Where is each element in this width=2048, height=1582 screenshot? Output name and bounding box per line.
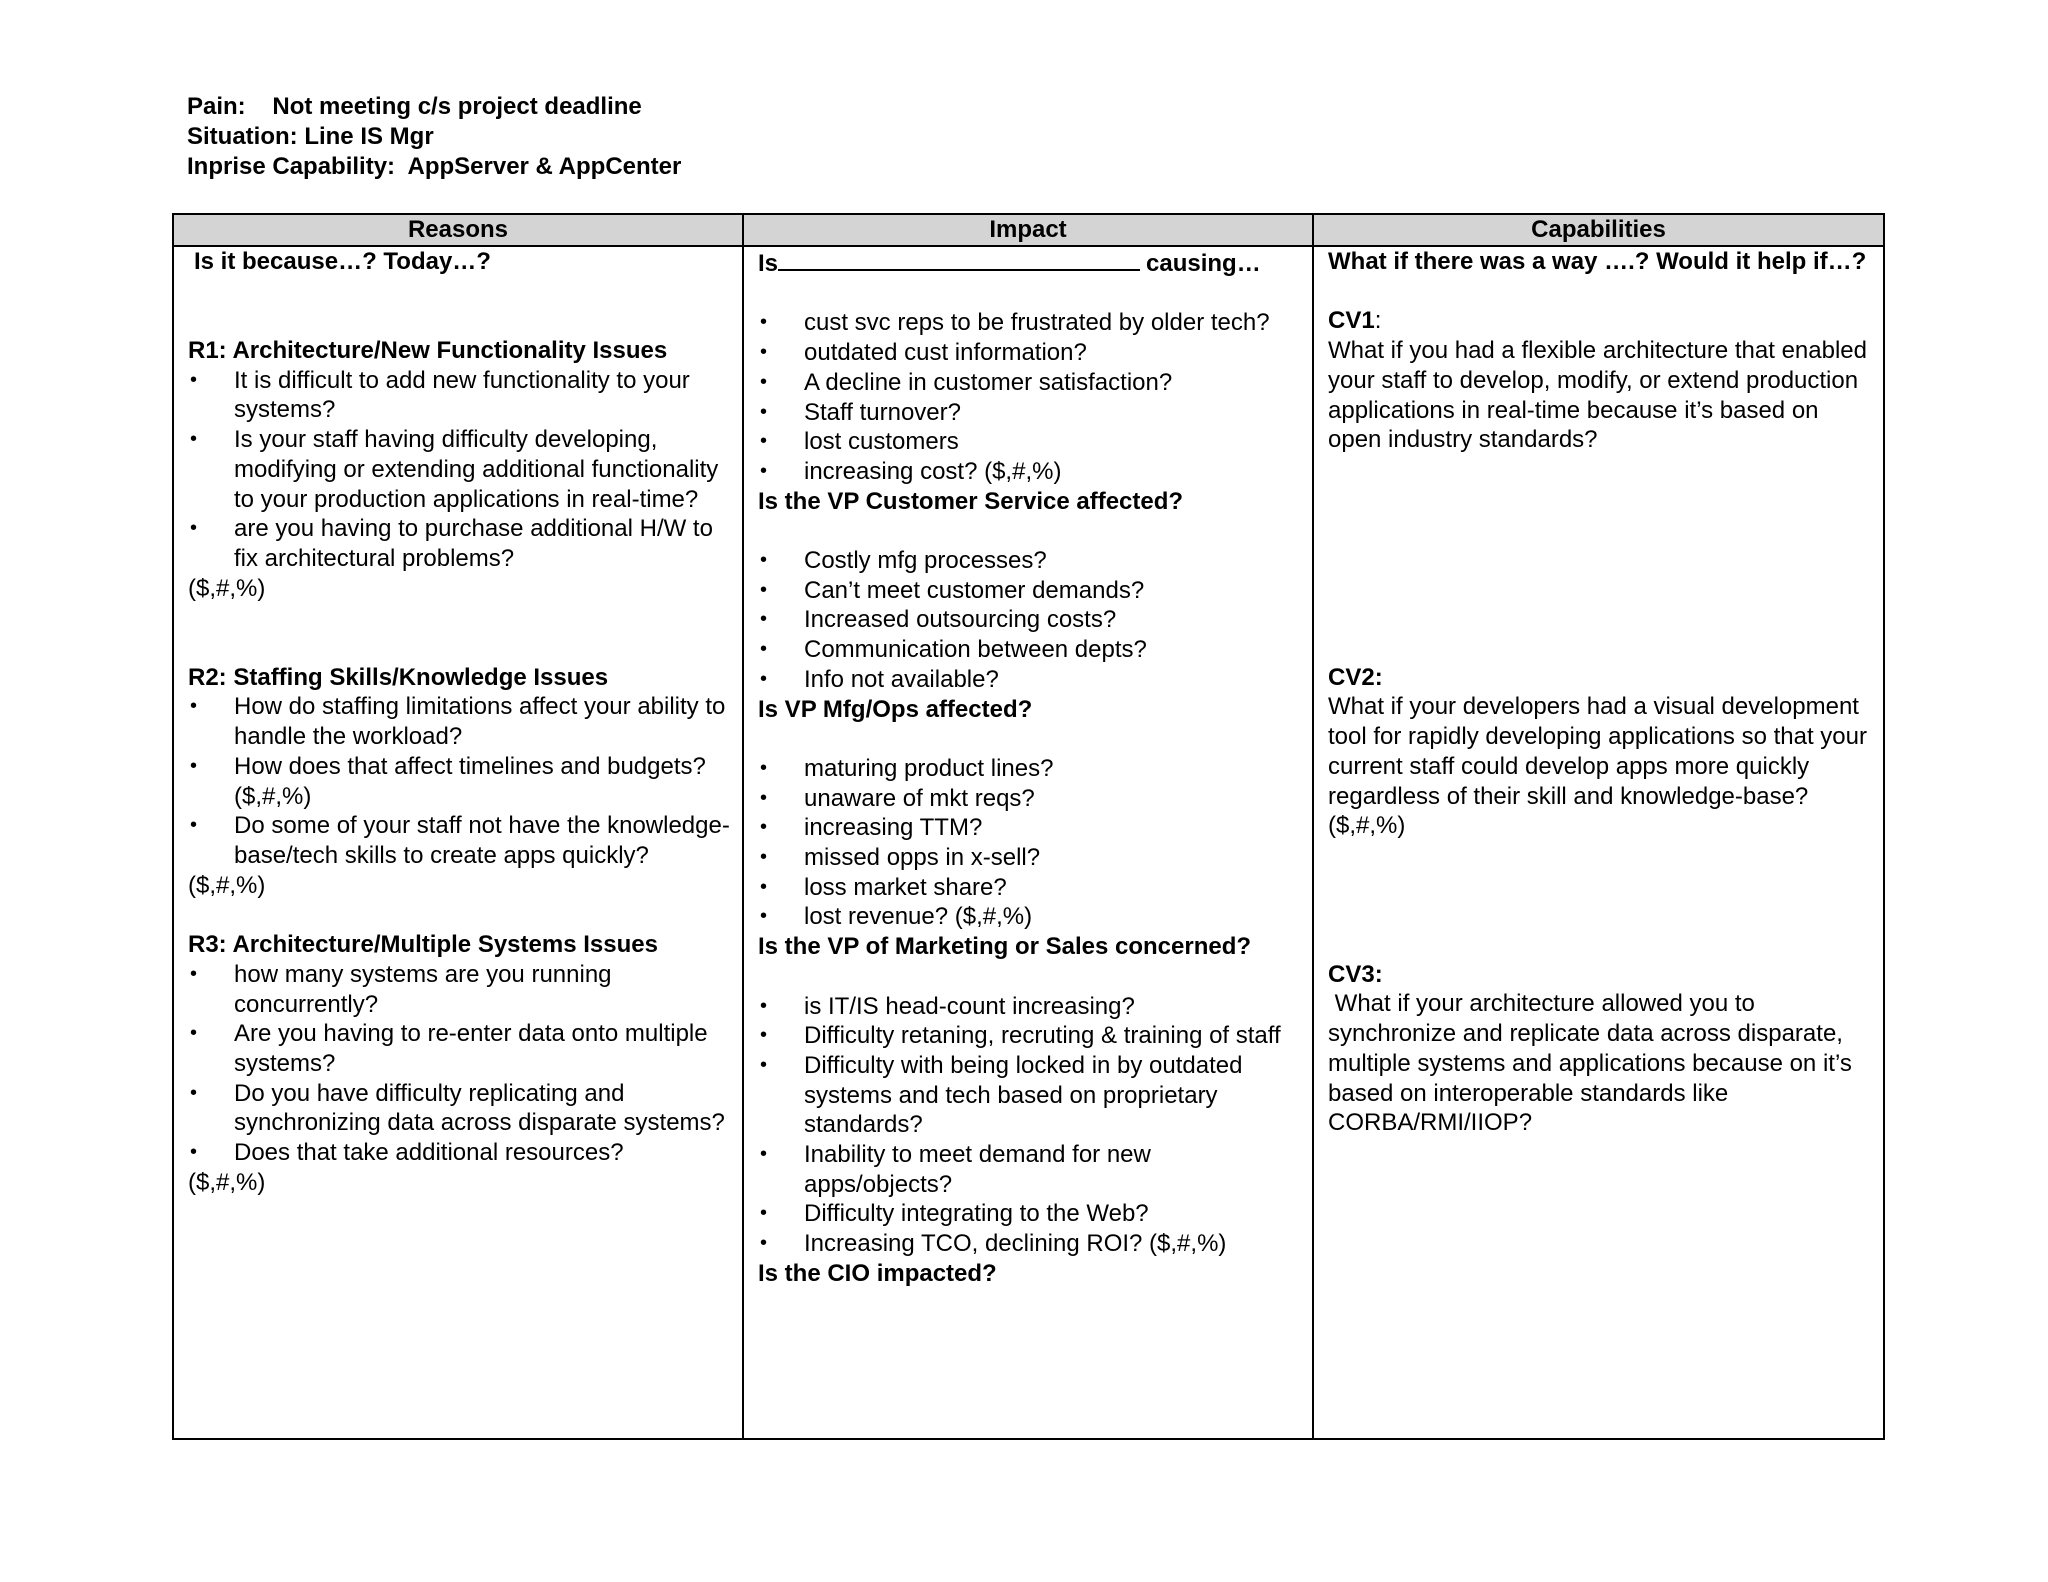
list-item: • cust svc reps to be frustrated by older tech? <box>758 308 1300 338</box>
impact-intro-prefix: Is <box>758 250 779 277</box>
list-item: • Do you have difficulty replicating and synchronizing data across disparate systems? <box>188 1079 730 1138</box>
list-item: • loss market share? <box>758 873 1300 903</box>
list-item: • are you having to purchase additional H/W to fix architectural problems? <box>188 514 730 573</box>
capabilities-cell <box>1313 246 1884 1439</box>
reason-title-r3: R3: Architecture/Multiple Systems Issues <box>188 931 658 959</box>
list-item: • lost revenue? ($,#,%) <box>758 902 1300 932</box>
list-item: • Do some of your staff not have the knowledge-base/tech skills to create apps quickly? <box>188 811 730 870</box>
list-item: • Difficulty retaning, recruting & training of staff <box>758 1021 1300 1051</box>
pain-line <box>187 92 681 122</box>
impact-list-2 <box>758 546 1300 695</box>
list-item: • increasing TTM? <box>758 813 1300 843</box>
list-item: • Difficulty with being locked in by outdated systems and tech based on proprietary standards? <box>758 1051 1300 1140</box>
list-item: • Inability to meet demand for new apps/objects? <box>758 1140 1300 1199</box>
list-item: • Are you having to re-enter data onto multiple systems? <box>188 1019 730 1078</box>
reasons-intro: Is it because…? Today…? <box>194 248 491 275</box>
reason-title-r2: R2: Staffing Skills/Knowledge Issues <box>188 663 609 691</box>
cv2-text: What if your developers had a visual development tool for rapidly developing applications so that your current staff could develop apps more quickly regardless of their skill and knowledge-base? <box>1328 693 1867 810</box>
list-item: • Increased outsourcing costs? <box>758 605 1300 635</box>
impact-cell <box>743 246 1313 1439</box>
cv3-text: What if your architecture allowed you to synchronize and replicate data across disparate, multiple systems and applications because on it’s based on interoperable standards like CORBA/RMI/IIOP? <box>1328 990 1859 1137</box>
list-item: • A decline in customer satisfaction? <box>758 368 1300 398</box>
impact-list-4 <box>758 992 1300 1259</box>
reason-list-r1 <box>188 366 730 574</box>
reason-metric-r3: ($,#,%) <box>188 1168 266 1196</box>
impact-list-1 <box>758 308 1300 486</box>
cv1-colon: : <box>1374 307 1382 335</box>
pain-value: Not meeting c/s project deadline <box>272 93 642 120</box>
list-item: • Communication between depts? <box>758 635 1300 665</box>
impact-intro-suffix: causing… <box>1146 250 1261 277</box>
list-item: • Is your staff having difficulty developing, modifying or extending additional functionality to your production applications in real-time? <box>188 425 730 514</box>
cv1-heading <box>1328 306 1871 336</box>
pain-table <box>172 213 1885 1440</box>
list-item: • is IT/IS head-count increasing? <box>758 992 1300 1022</box>
capability-label: Inprise Capability: <box>187 153 396 180</box>
impact-heading-vp-customer-service: Is the VP Customer Service affected? <box>758 487 1184 515</box>
list-item: • How does that affect timelines and budgets? ($,#,%) <box>188 752 730 811</box>
impact-heading-vp-mfg-ops: Is VP Mfg/Ops affected? <box>758 695 1033 723</box>
reasons-cell <box>173 246 743 1439</box>
impact-heading-vp-marketing-sales: Is the VP of Marketing or Sales concerned? <box>758 933 1252 961</box>
list-item: • Increasing TCO, declining ROI? ($,#,%) <box>758 1229 1300 1259</box>
reason-metric-r1: ($,#,%) <box>188 574 266 602</box>
list-item: • missed opps in x-sell? <box>758 843 1300 873</box>
list-item: • maturing product lines? <box>758 754 1300 784</box>
column-header-reasons: Reasons <box>173 214 743 246</box>
list-item: • how many systems are you running concurrently? <box>188 960 730 1019</box>
list-item: • lost customers <box>758 427 1300 457</box>
table-body-row <box>173 246 1884 1439</box>
list-item: • unaware of mkt reqs? <box>758 784 1300 814</box>
situation-line: Situation: Line IS Mgr <box>187 123 434 150</box>
list-item: • outdated cust information? <box>758 338 1300 368</box>
capability-value: AppServer & AppCenter <box>407 153 682 180</box>
fill-in-blank <box>778 247 1140 271</box>
list-item: • Info not available? <box>758 665 1300 695</box>
pain-label: Pain: <box>187 93 246 120</box>
list-item: • Staff turnover? <box>758 398 1300 428</box>
list-item: • Costly mfg processes? <box>758 546 1300 576</box>
list-item: • increasing cost? ($,#,%) <box>758 457 1300 487</box>
impact-list-3 <box>758 754 1300 932</box>
impact-intro <box>758 247 1300 279</box>
list-item: • Difficulty integrating to the Web? <box>758 1199 1300 1229</box>
reason-metric-r2: ($,#,%) <box>188 871 266 899</box>
list-item: • How do staffing limitations affect your ability to handle the workload? <box>188 692 730 751</box>
list-item: • Can’t meet customer demands? <box>758 576 1300 606</box>
cv3-title: CV3: <box>1328 960 1383 988</box>
column-header-capabilities: Capabilities <box>1313 214 1884 246</box>
cv2-metric: ($,#,%) <box>1328 812 1406 840</box>
reason-list-r3 <box>188 960 730 1168</box>
list-item: • It is difficult to add new functionality to your systems? <box>188 366 730 425</box>
column-header-impact: Impact <box>743 214 1313 246</box>
capabilities-intro: What if there was a way ….? Would it help if…? <box>1328 248 1867 275</box>
cv2-title: CV2: <box>1328 663 1383 691</box>
capability-line <box>187 152 681 182</box>
impact-closing-cio: Is the CIO impacted? <box>758 1259 997 1287</box>
cv1-title: CV1 <box>1328 307 1375 335</box>
reason-title-r1: R1: Architecture/New Functionality Issues <box>188 337 668 365</box>
cv1-text: What if you had a flexible architecture that enabled your staff to develop, modify, or extend production applications in real-time because it’s based on open industry standards? <box>1328 337 1867 454</box>
table-header-row <box>173 214 1884 246</box>
list-item: • Does that take additional resources? <box>188 1138 730 1168</box>
document-header <box>187 92 681 182</box>
reason-list-r2 <box>188 692 730 870</box>
